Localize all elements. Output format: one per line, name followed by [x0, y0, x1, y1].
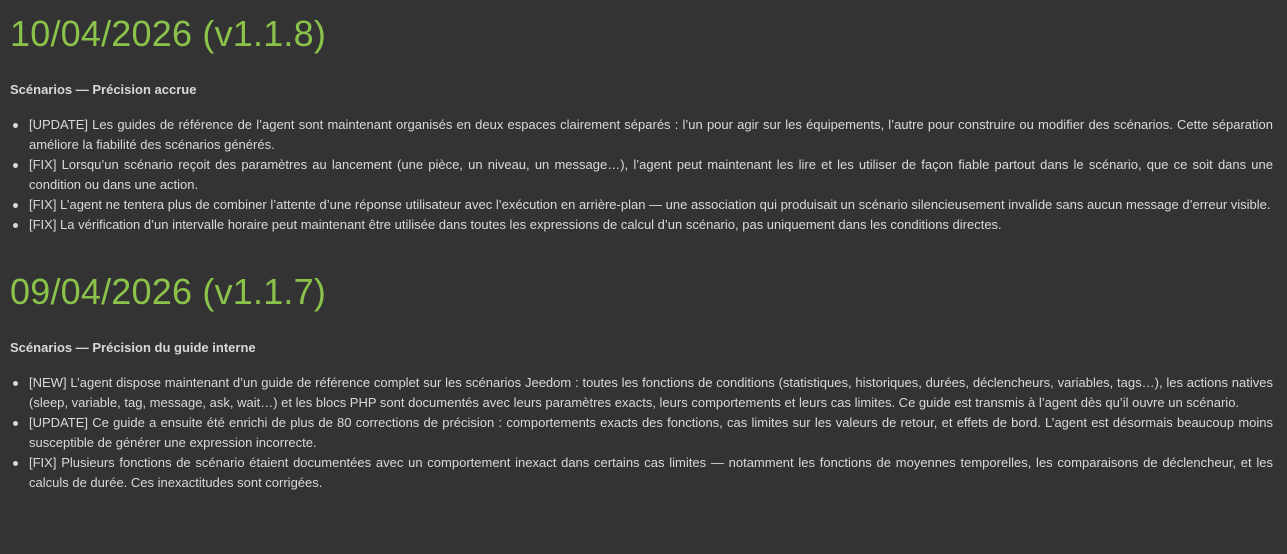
- release-v1-1-8: [10, 12, 1273, 235]
- changelog-list: [10, 115, 1273, 235]
- release-title: 09/04/2026 (v1.1.7): [10, 271, 327, 312]
- changelog-item: [FIX] L’agent ne tentera plus de combiner l’attente d’une réponse utilisateur avec l’exécution en arrière-plan — une association qui produisait un scénario silencieusement invalide sans aucun message d’erreur visible.: [29, 195, 1273, 215]
- changelog-item: [FIX] Lorsqu’un scénario reçoit des paramètres au lancement (une pièce, un niveau, un message…), l’agent peut maintenant les lire et les utiliser de façon fiable partout dans le scénario, que ce soit dans une condition ou dans une action.: [29, 155, 1273, 195]
- release-title: 10/04/2026 (v1.1.8): [10, 13, 327, 54]
- changelog-item: [FIX] La vérification d’un intervalle horaire peut maintenant être utilisée dans toutes les expressions de calcul d’un scénario, pas uniquement dans les conditions directes.: [29, 215, 1273, 235]
- changelog-item: [FIX] Plusieurs fonctions de scénario étaient documentées avec un comportement inexact dans certains cas limites — notamment les fonctions de moyennes temporelles, les comparaisons de déclencheur, et les calculs de durée. Ces inexactitudes sont corrigées.: [29, 453, 1273, 493]
- changelog-list: [10, 373, 1273, 493]
- changelog-item: [UPDATE] Ce guide a ensuite été enrichi de plus de 80 corrections de précision : comportements exacts des fonctions, cas limites sur les valeurs de retour, et effets de bord. L’agent est désormais beaucoup moins susceptible de générer une expression incorrecte.: [29, 413, 1273, 453]
- section-title: Scénarios — Précision du guide interne: [10, 340, 256, 355]
- changelog-item: [NEW] L’agent dispose maintenant d’un guide de référence complet sur les scénarios Jeedom : toutes les fonctions de conditions (statistiques, historiques, durées, déclencheurs, variables, tags…), les actions natives (sleep, variable, tag, message, ask, wait…) et les blocs PHP sont documentés avec leurs paramètres exacts, leurs comportements et leurs cas limites. Ce guide est transmis à l’agent dès qu’il ouvre un scénario.: [29, 373, 1273, 413]
- release-v1-1-7: [10, 270, 1273, 493]
- section-title: Scénarios — Précision accrue: [10, 82, 197, 97]
- changelog-item: [UPDATE] Les guides de référence de l’agent sont maintenant organisés en deux espaces clairement séparés : l’un pour agir sur les équipements, l’autre pour construire ou modifier des scénarios. Cette séparation améliore la fiabilité des scénarios générés.: [29, 115, 1273, 155]
- changelog-page: [0, 12, 1287, 554]
